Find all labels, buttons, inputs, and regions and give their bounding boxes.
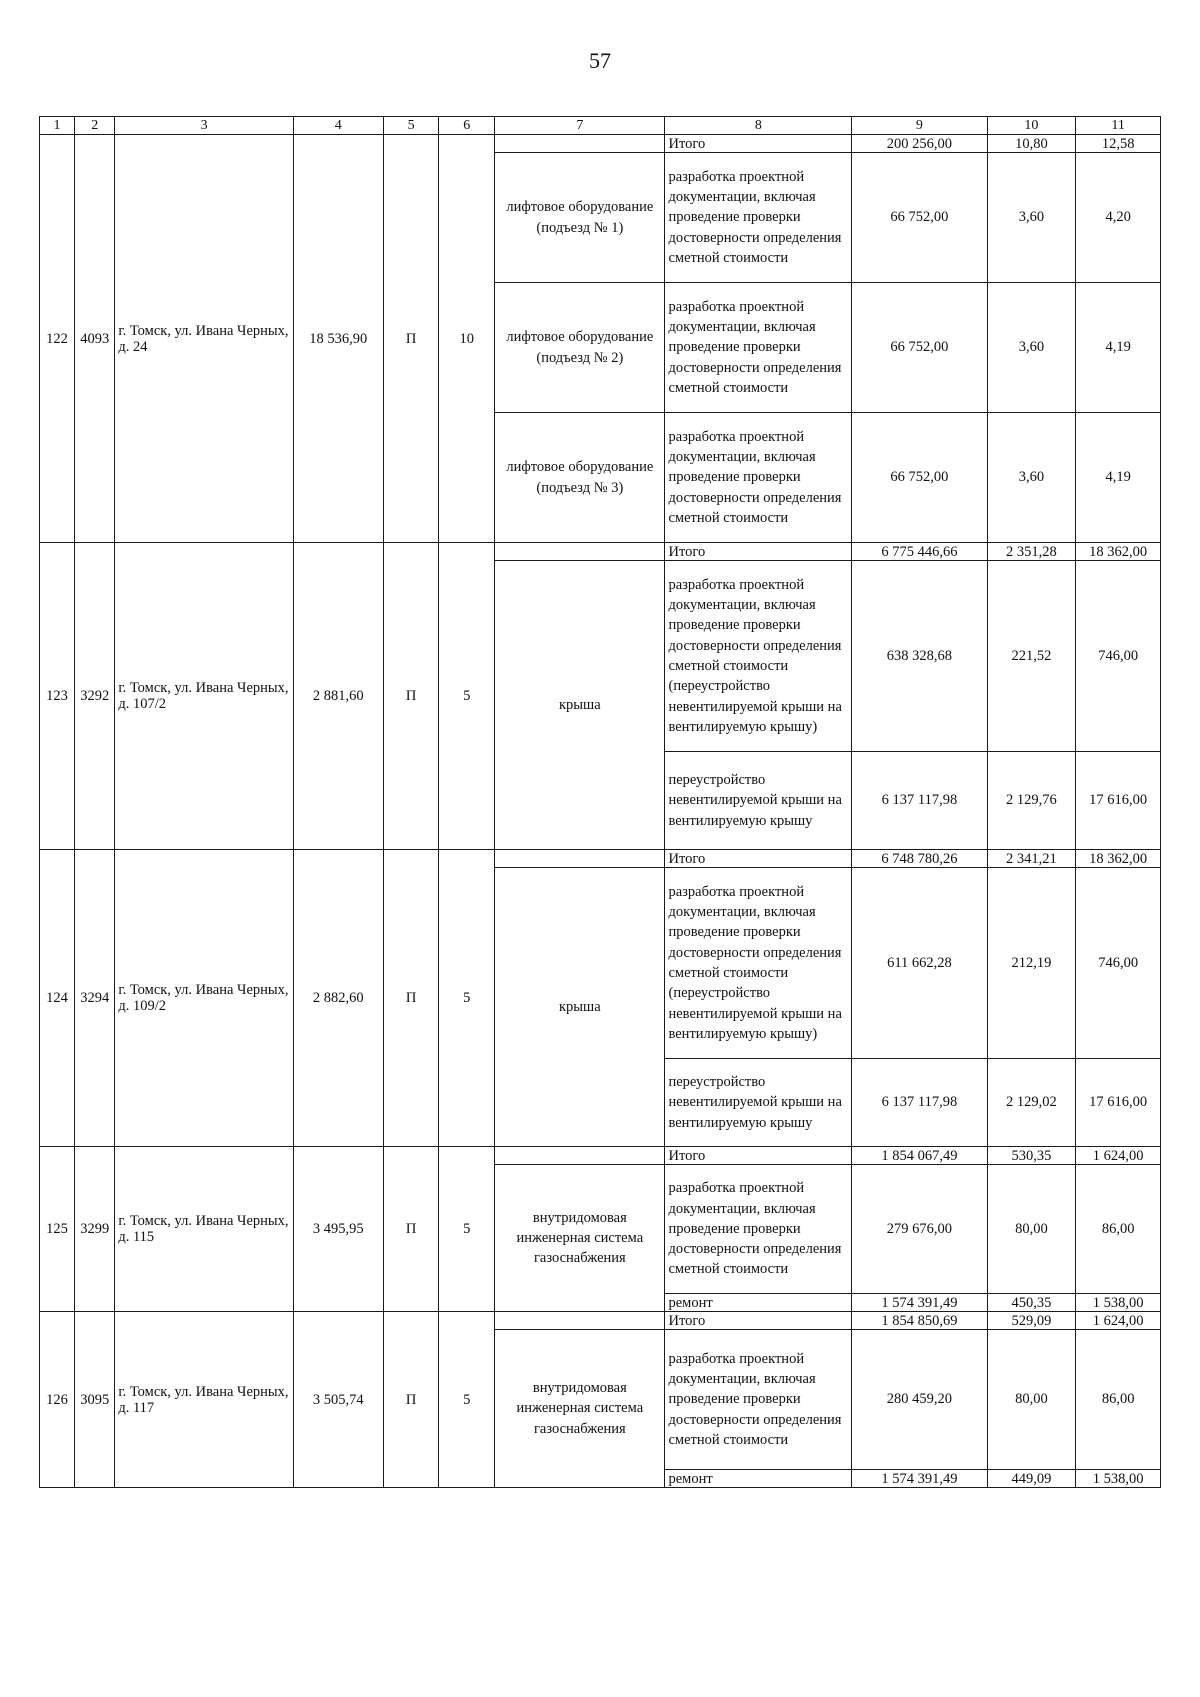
- total-label: Итого: [665, 1312, 852, 1330]
- work-limit: 746,00: [1076, 561, 1161, 752]
- work-type: разработка проектной документации, включая проведение проверки достоверности определения сметной стоимости (переустройство невентилируемой крыши на вентилируемую крышу): [665, 868, 852, 1059]
- total-cost-per-m2: 529,09: [987, 1312, 1076, 1330]
- record-number: 124: [40, 850, 75, 1147]
- header-cell: 3: [115, 117, 294, 135]
- header-cell: 1: [40, 117, 75, 135]
- work-type: переустройство невентилируемой крыши на вентилируемую крышу: [665, 752, 852, 850]
- work-type: ремонт: [665, 1294, 852, 1312]
- total-label: Итого: [665, 543, 852, 561]
- work-cost: 6 137 117,98: [852, 752, 987, 850]
- table-row: [40, 135, 1161, 153]
- equipment-cell-empty: [495, 1147, 665, 1165]
- header-cell: 2: [75, 117, 115, 135]
- work-type: переустройство невентилируемой крыши на вентилируемую крышу: [665, 1059, 852, 1147]
- total-limit: 1 624,00: [1076, 1147, 1161, 1165]
- work-type: разработка проектной документации, включая проведение проверки достоверности определения сметной стоимости: [665, 153, 852, 283]
- equipment-cell-empty: [495, 850, 665, 868]
- work-cost: 280 459,20: [852, 1330, 987, 1470]
- record-type: П: [383, 135, 439, 543]
- total-label: Итого: [665, 850, 852, 868]
- work-cost-per-m2: 80,00: [987, 1330, 1076, 1470]
- work-cost: 66 752,00: [852, 283, 987, 413]
- equipment-cell-empty: [495, 1312, 665, 1330]
- record-floors: 10: [439, 135, 495, 543]
- total-limit: 18 362,00: [1076, 850, 1161, 868]
- work-cost-per-m2: 2 129,02: [987, 1059, 1076, 1147]
- header-row: [40, 117, 1161, 135]
- equipment-name: лифтовое оборудование (подъезд № 2): [495, 283, 665, 413]
- equipment-name: внутридомовая инженерная система газоснабжения: [495, 1330, 665, 1488]
- equipment-cell-empty: [495, 543, 665, 561]
- record-floors: 5: [439, 543, 495, 850]
- table-row: [40, 850, 1161, 868]
- work-type: разработка проектной документации, включая проведение проверки достоверности определения сметной стоимости: [665, 1330, 852, 1470]
- work-cost-per-m2: 3,60: [987, 283, 1076, 413]
- record-floors: 5: [439, 1312, 495, 1488]
- header-cell: 7: [495, 117, 665, 135]
- record-code: 3294: [75, 850, 115, 1147]
- equipment-name: внутридомовая инженерная система газоснабжения: [495, 1165, 665, 1312]
- record-code: 3095: [75, 1312, 115, 1488]
- record-floors: 5: [439, 1147, 495, 1312]
- record-address: г. Томск, ул. Ивана Черных, д. 24: [115, 135, 294, 543]
- record-type: П: [383, 1312, 439, 1488]
- work-limit: 4,19: [1076, 413, 1161, 543]
- record-number: 126: [40, 1312, 75, 1488]
- work-cost-per-m2: 450,35: [987, 1294, 1076, 1312]
- header-cell: 6: [439, 117, 495, 135]
- record-address: г. Томск, ул. Ивана Черных, д. 109/2: [115, 850, 294, 1147]
- equipment-cell-empty: [495, 135, 665, 153]
- record-area: 3 495,95: [293, 1147, 383, 1312]
- work-cost: 1 574 391,49: [852, 1294, 987, 1312]
- total-cost: 200 256,00: [852, 135, 987, 153]
- total-label: Итого: [665, 1147, 852, 1165]
- work-limit: 4,19: [1076, 283, 1161, 413]
- work-limit: 86,00: [1076, 1330, 1161, 1470]
- table-row: [40, 1312, 1161, 1330]
- header-cell: 11: [1076, 117, 1161, 135]
- record-code: 3292: [75, 543, 115, 850]
- record-number: 122: [40, 135, 75, 543]
- header-cell: 8: [665, 117, 852, 135]
- record-address: г. Томск, ул. Ивана Черных, д. 117: [115, 1312, 294, 1488]
- work-type: ремонт: [665, 1470, 852, 1488]
- record-floors: 5: [439, 850, 495, 1147]
- record-area: 3 505,74: [293, 1312, 383, 1488]
- work-cost: 66 752,00: [852, 153, 987, 283]
- table-row: [40, 1147, 1161, 1165]
- work-limit: 4,20: [1076, 153, 1161, 283]
- equipment-name: лифтовое оборудование (подъезд № 1): [495, 153, 665, 283]
- work-limit: 17 616,00: [1076, 752, 1161, 850]
- work-cost: 6 137 117,98: [852, 1059, 987, 1147]
- work-type: разработка проектной документации, включая проведение проверки достоверности определения сметной стоимости (переустройство невентилируемой крыши на вентилируемую крышу): [665, 561, 852, 752]
- total-limit: 12,58: [1076, 135, 1161, 153]
- record-code: 3299: [75, 1147, 115, 1312]
- work-cost-per-m2: 2 129,76: [987, 752, 1076, 850]
- page-number: 57: [589, 48, 611, 73]
- total-limit: 18 362,00: [1076, 543, 1161, 561]
- record-area: 2 882,60: [293, 850, 383, 1147]
- work-cost-per-m2: 80,00: [987, 1165, 1076, 1294]
- work-limit: 1 538,00: [1076, 1470, 1161, 1488]
- work-limit: 746,00: [1076, 868, 1161, 1059]
- total-cost: 1 854 067,49: [852, 1147, 987, 1165]
- total-label: Итого: [665, 135, 852, 153]
- work-type: разработка проектной документации, включая проведение проверки достоверности определения сметной стоимости: [665, 283, 852, 413]
- total-cost-per-m2: 530,35: [987, 1147, 1076, 1165]
- record-address: г. Томск, ул. Ивана Черных, д. 115: [115, 1147, 294, 1312]
- equipment-name: крыша: [495, 868, 665, 1147]
- work-cost-per-m2: 221,52: [987, 561, 1076, 752]
- capital-repair-table: [39, 116, 1161, 1488]
- work-cost-per-m2: 3,60: [987, 413, 1076, 543]
- work-cost-per-m2: 212,19: [987, 868, 1076, 1059]
- work-cost-per-m2: 3,60: [987, 153, 1076, 283]
- equipment-name: лифтовое оборудование (подъезд № 3): [495, 413, 665, 543]
- table-row: [40, 543, 1161, 561]
- work-limit: 1 538,00: [1076, 1294, 1161, 1312]
- total-cost: 6 775 446,66: [852, 543, 987, 561]
- work-limit: 86,00: [1076, 1165, 1161, 1294]
- header-cell: 10: [987, 117, 1076, 135]
- total-cost-per-m2: 2 351,28: [987, 543, 1076, 561]
- work-cost-per-m2: 449,09: [987, 1470, 1076, 1488]
- work-cost: 66 752,00: [852, 413, 987, 543]
- total-cost-per-m2: 10,80: [987, 135, 1076, 153]
- record-area: 18 536,90: [293, 135, 383, 543]
- work-cost: 1 574 391,49: [852, 1470, 987, 1488]
- record-area: 2 881,60: [293, 543, 383, 850]
- header-cell: 4: [293, 117, 383, 135]
- record-number: 125: [40, 1147, 75, 1312]
- total-cost: 6 748 780,26: [852, 850, 987, 868]
- work-cost: 611 662,28: [852, 868, 987, 1059]
- work-type: разработка проектной документации, включая проведение проверки достоверности определения сметной стоимости: [665, 1165, 852, 1294]
- record-code: 4093: [75, 135, 115, 543]
- work-type: разработка проектной документации, включая проведение проверки достоверности определения сметной стоимости: [665, 413, 852, 543]
- equipment-name: крыша: [495, 561, 665, 850]
- work-cost: 279 676,00: [852, 1165, 987, 1294]
- total-cost-per-m2: 2 341,21: [987, 850, 1076, 868]
- header-cell: 9: [852, 117, 987, 135]
- header-cell: 5: [383, 117, 439, 135]
- record-type: П: [383, 543, 439, 850]
- work-limit: 17 616,00: [1076, 1059, 1161, 1147]
- record-type: П: [383, 1147, 439, 1312]
- record-type: П: [383, 850, 439, 1147]
- record-number: 123: [40, 543, 75, 850]
- total-cost: 1 854 850,69: [852, 1312, 987, 1330]
- total-limit: 1 624,00: [1076, 1312, 1161, 1330]
- work-cost: 638 328,68: [852, 561, 987, 752]
- record-address: г. Томск, ул. Ивана Черных, д. 107/2: [115, 543, 294, 850]
